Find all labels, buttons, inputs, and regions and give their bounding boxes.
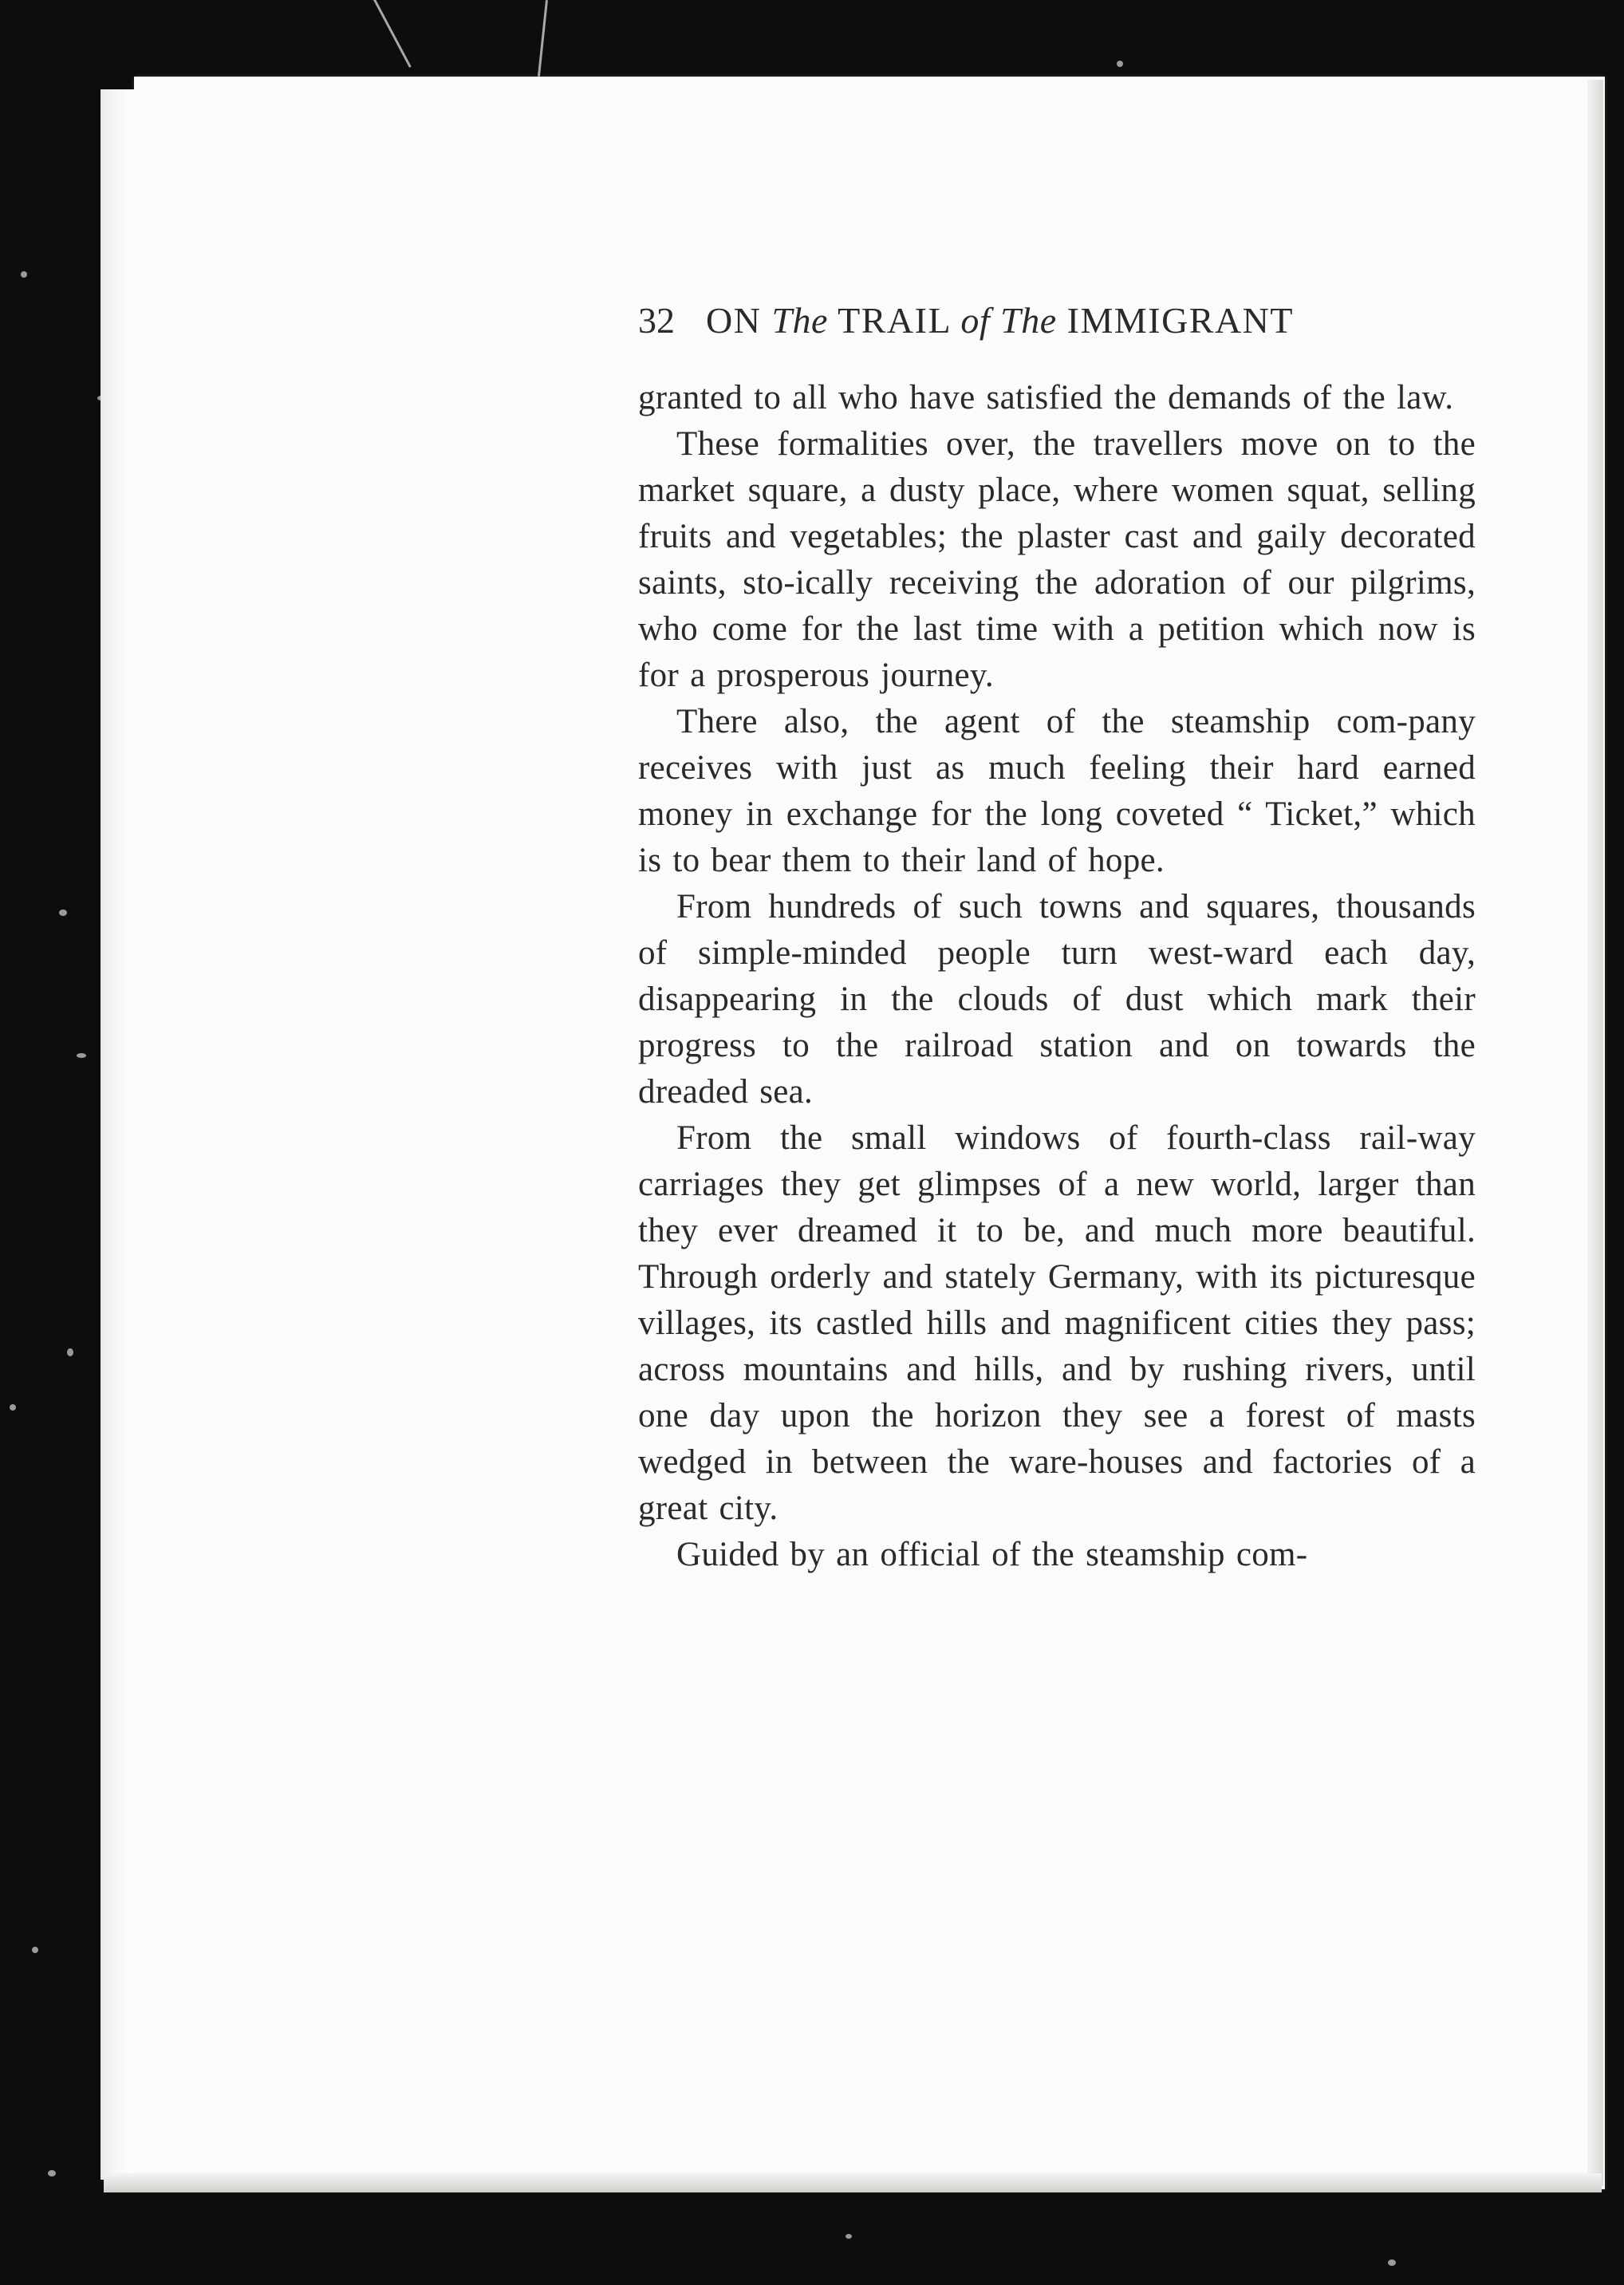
body-paragraph: Guided by an official of the steamship com-	[676, 1536, 1308, 1573]
running-head	[638, 295, 1476, 346]
body-paragraph: granted to all who have satisfied the demands of the law.	[638, 379, 1454, 416]
page-edge-bottom	[104, 2173, 1602, 2192]
body-paragraph: There also, the agent of the steamship com-pany receives with just as much feeling their hard earned money in exchange for the long coveted “ Ticket,” which is to bear them to their land of hope.	[638, 703, 1476, 879]
dust-speck	[32, 1947, 38, 1953]
running-head-word: ON	[706, 300, 762, 341]
dust-speck	[21, 271, 27, 278]
dust-speck	[10, 1404, 16, 1411]
body-paragraph: From hundreds of such towns and squares, thousands of simple-minded people turn west-ward each day, disappearing in the clouds of dust which mark their progress to the railroad station and on towards the dreaded sea.	[638, 888, 1476, 1111]
body-paragraph: These formalities over, the travellers move on to the market square, a dusty place, where women squat, selling fruits and vegetables; the plaster cast and gaily decorated saints, sto-ically receiving the adoration of our pilgrims, who come for the last time with a petition which now is for a prosperous journey.	[638, 425, 1476, 694]
dust-speck	[846, 2234, 852, 2239]
film-scratch	[538, 0, 548, 77]
film-scratch	[373, 0, 412, 68]
running-head-word: of	[960, 300, 991, 341]
page-edge-left	[101, 89, 137, 2180]
dust-speck	[77, 1053, 86, 1058]
body-paragraph: From the small windows of fourth-class rail-way carriages they get glimpses of a new world, larger than they ever dreamed it to be, and much more beautiful. Through orderly and stately Germany, with its picturesque villages, its castled hills and magnificent cities they pass; across mountains and hills, and by rushing rivers, until one day upon the horizon they see a forest of masts wedged in between the ware-houses and factories of a great city.	[638, 1119, 1476, 1527]
dust-speck	[59, 910, 67, 916]
running-head-word: IMMIGRANT	[1066, 300, 1295, 341]
running-head-word: TRAIL	[838, 300, 951, 341]
running-head-word: The	[771, 300, 828, 341]
dust-speck	[67, 1348, 73, 1356]
page-text	[638, 295, 1476, 1578]
running-head-word: The	[1000, 300, 1057, 341]
page-edge-right	[1587, 80, 1603, 2186]
dust-speck	[1117, 61, 1123, 67]
dust-speck	[48, 2170, 56, 2176]
page-number: 32	[638, 300, 675, 341]
dust-speck	[1388, 2259, 1396, 2266]
